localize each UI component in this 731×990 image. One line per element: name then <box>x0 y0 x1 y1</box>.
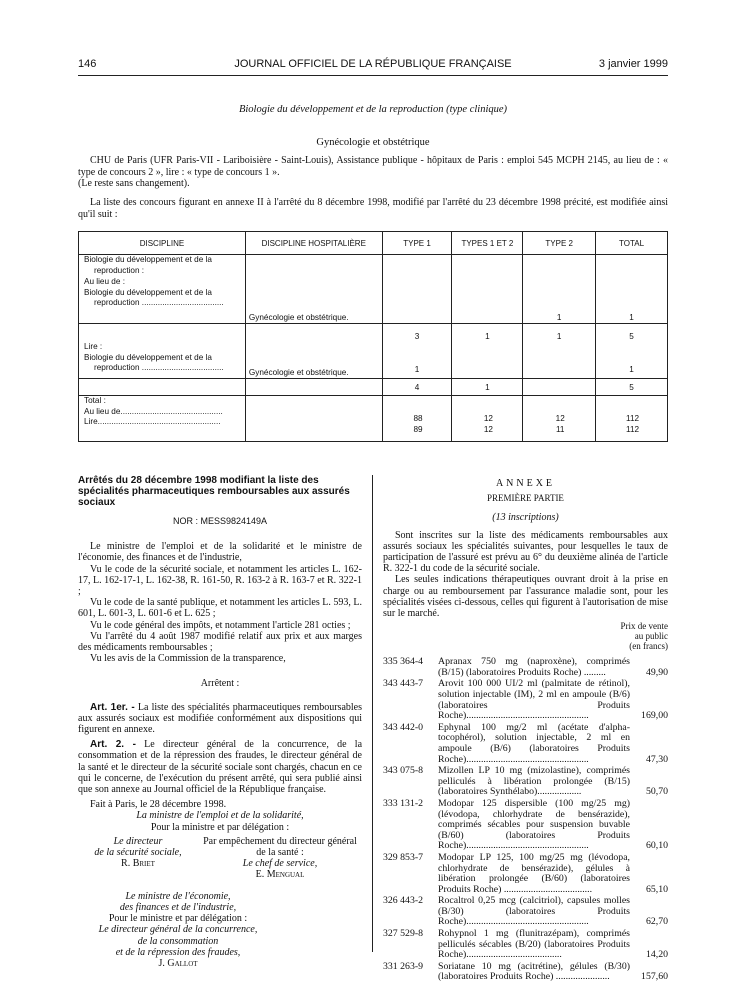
list-item <box>383 799 668 852</box>
decree-title: Arrêtés du 28 décembre 1998 modifiant la liste des spécialités pharmaceutiques remboursables aux assurés sociaux <box>78 475 350 508</box>
medication-price: 62,70 <box>645 916 668 928</box>
cip-code: 326 443-2 <box>383 895 424 907</box>
list-item <box>383 679 668 721</box>
nor-reference: NOR : MESS9824149A <box>172 516 268 526</box>
cell-value: 4 <box>382 379 452 396</box>
cell-discipline <box>79 324 246 379</box>
fait-date: Fait à Paris, le 28 décembre 1998. <box>90 799 227 811</box>
left-column <box>78 475 362 969</box>
journal-title: JOURNAL OFFICIEL DE LA RÉPUBLIQUE FRANÇAISE <box>234 58 512 70</box>
article-2-text: Le directeur général de la concurrence, de la consommation et de la répression des fraudes, le directeur général de la santé et le directeur de la sécurité sociale sont chargés, chacun en ce qui le concerne, de l'exécution du présent arrêté, qui sera publié ainsi que son annexe au Journal officiel de la République française. <box>78 739 363 796</box>
cell-discipline <box>79 396 246 442</box>
cell-text: Total : <box>84 396 106 405</box>
medication-description: Arovit 100 000 UI/2 ml (palmitate de rétinol), solution injectable (IM), 2 ml en ampoule (B/6) (laboratoires Produits Roche).................................................. <box>438 678 630 722</box>
price-header-line: au public <box>634 631 668 642</box>
col-discipline: DISCIPLINE <box>79 232 246 255</box>
col-discipline-hosp: DISCIPLINE HOSPITALIÈRE <box>245 232 382 255</box>
cip-code: 333 131-2 <box>383 797 424 809</box>
list-item <box>383 962 668 983</box>
subsection-title: Gynécologie et obstétrique <box>316 137 430 148</box>
signature-line: Le chef de service, <box>242 858 318 870</box>
visa: Vu les avis de la Commission de la transparence, <box>90 653 286 665</box>
cell-text: Biologie du développement et de la <box>84 287 212 297</box>
list-item <box>383 723 668 765</box>
cell-text: 1 <box>485 332 490 341</box>
cell-text: Biologie du développement et de la <box>84 352 212 362</box>
medication-price: 60,10 <box>645 840 668 852</box>
list-item <box>383 657 668 678</box>
medication-list <box>383 657 668 983</box>
cell-hosp: Gynécologie et obstétrique. <box>245 255 382 324</box>
list-item <box>383 853 668 895</box>
cip-code: 343 442-0 <box>383 721 424 733</box>
cell-empty <box>245 379 382 396</box>
list-item <box>383 929 668 961</box>
table-row <box>79 379 668 396</box>
cell-text: Biologie du développement et de la <box>84 255 212 264</box>
cell-text: 89 <box>413 424 423 434</box>
medication-price: 169,00 <box>641 710 668 722</box>
annexe-title: ANNEXE <box>495 478 556 489</box>
right-column <box>383 478 668 984</box>
cell-empty <box>382 255 452 324</box>
cell-value: 5 <box>596 379 668 396</box>
visa: Vu le code de la sécurité sociale, et notamment les articles L. 162-17, L. 162-17-1, L. 162-38, R. 161-50, R. 163-2 à R. 163-7 et R. 322-1 ; <box>78 563 362 598</box>
para-rest: (Le reste sans changement). <box>78 178 190 189</box>
list-item <box>383 896 668 928</box>
concours-table <box>78 231 668 442</box>
cell-value <box>523 396 596 442</box>
table-row <box>79 255 668 324</box>
signature-line: de la santé : <box>256 847 304 859</box>
signature-line: Le directeur <box>113 835 163 847</box>
cell-text: reproduction .................................... <box>94 363 224 372</box>
cell-text: 1 <box>414 365 420 374</box>
medication-description: Mizollen LP 10 mg (mizolastine), comprimés pelliculés à libération prolongée (B/15) (laboratoires Synthélabo).................. <box>438 765 630 798</box>
visa: Vu l'arrêté du 4 août 1987 modifié relatif aux prix et aux marges des médicaments remboursables ; <box>78 630 362 654</box>
medication-description: Apranax 750 mg (naproxène), comprimés (B/15) (laboratoires Produits Roche) ......... <box>438 656 630 678</box>
cip-code: 335 364-4 <box>383 656 424 668</box>
medication-description: Ephynal 100 mg/2 ml (acétate d'alpha-tocophérol), solution injectable, 2 ml en ampoule (B/6) (laboratoires Produits Roche).................................................. <box>438 721 630 765</box>
page-number: 146 <box>78 58 97 70</box>
signature-name: J. Gallot <box>158 957 198 969</box>
article-1-text: La liste des spécialités pharmaceutiques remboursables aux assurés sociaux est modifiée conformément aux dispositions qui figurent en annexe. <box>78 701 362 736</box>
cell-empty <box>452 255 523 324</box>
article-1-label: Art. 1er. - <box>90 701 135 713</box>
cell-value <box>523 324 596 379</box>
signature-line: Pour le ministre et par délégation : <box>108 913 248 925</box>
signature-block <box>78 891 278 969</box>
list-item <box>383 766 668 798</box>
cell-text: 11 <box>555 424 565 434</box>
cell-empty <box>523 379 596 396</box>
cell-value: 1 <box>452 379 523 396</box>
cip-code: 343 443-7 <box>383 678 424 690</box>
col-type2: TYPE 2 <box>523 232 596 255</box>
medication-price: 50,70 <box>645 786 668 798</box>
article-2-label: Art. 2. - <box>90 739 136 751</box>
para-chu: CHU de Paris (UFR Paris-VII - Lariboisière - Saint-Louis), Assistance publique - hôpitaux de Paris : emploi 545 MCPH 2145, au lieu de : « type de concours 2 », lire : « type de concours 1 ». <box>78 155 668 178</box>
signature-line: de la sécurité sociale, <box>94 847 182 859</box>
cell-text: Au lieu de............................................. <box>84 406 223 416</box>
cell-text: Au lieu de : <box>84 277 125 286</box>
visa: Vu le code général des impôts, et notamment l'article 281 octies ; <box>90 619 351 631</box>
cell-value <box>382 324 452 379</box>
table-row <box>79 396 668 442</box>
cell-value <box>596 324 668 379</box>
issue-date: 3 janvier 1999 <box>598 58 668 70</box>
cell-text: 112 <box>626 414 640 423</box>
signature-name: E. Mengual <box>255 869 305 881</box>
medication-description: Rocaltrol 0,25 mcg (calcitriol), capsules molles (B/30) (laboratoires Produits Roche).................................................. <box>438 895 630 928</box>
table-row <box>79 324 668 379</box>
signature-line: Par empêchement du directeur général <box>203 835 357 847</box>
signature-line: des finances et de l'industrie, <box>119 901 237 913</box>
intro-text <box>78 155 668 190</box>
cell-empty <box>245 396 382 442</box>
cell-value <box>452 396 523 442</box>
header-rule <box>78 75 668 76</box>
medication-price: 49,90 <box>645 666 668 678</box>
cell-text: 5 <box>629 332 634 341</box>
medication-description: Modopar LP 125, 100 mg/25 mg (lévodopa, chlorhydrate de bensérazide), gélules à libération prolongée (B/60) (laboratoires Produits Roche) .................................... <box>438 851 630 895</box>
section-title: Biologie du développement et de la reproduction (type clinique) <box>238 104 508 115</box>
signature-line: Le directeur général de la concurrence, <box>98 924 258 936</box>
price-header-line: Prix de vente <box>620 621 668 632</box>
cell-text: 1 <box>629 365 634 374</box>
annexe-para: Sont inscrites sur la liste des médicaments remboursables aux assurés sociaux les spécialités suivantes, pour lesquelles le taux de participation de l'assuré est prévu au 6° du deuxième alinéa de l'article R. 322-1 du code de la sécurité sociale. <box>383 529 668 575</box>
visa: Vu le code de la santé publique, et notamment les articles L. 593, L. 601, L. 601-3, L. 601-6 et L. 625 ; <box>78 597 362 620</box>
cell-text: Lire...................................................... <box>84 417 221 426</box>
medication-description: Modopar 125 dispersible (100 mg/25 mg) (lévodopa, chlorhydrate de bensérazide), comprimés sécables pour suspension buvable (B/60) (laboratoires Produits Roche).................................................. <box>438 797 630 852</box>
signature-block <box>78 836 198 881</box>
col-types12: TYPES 1 ET 2 <box>452 232 523 255</box>
article-2 <box>78 739 362 795</box>
arretent: Arrêtent : <box>200 678 240 690</box>
article-1 <box>78 702 362 736</box>
cell-text: 3 <box>414 332 420 341</box>
medication-price: 14,20 <box>645 949 668 961</box>
cell-text: 88 <box>413 414 423 423</box>
cell-value: 1 <box>523 255 596 324</box>
medication-description: Soriatane 10 mg (acitrétine), gélules (B/30) (laboratoires Produits Roche) ...................... <box>438 960 630 983</box>
cip-code: 343 075-8 <box>383 765 424 777</box>
col-total: TOTAL <box>596 232 668 255</box>
signatures <box>78 836 362 881</box>
cip-code: 331 263-9 <box>383 960 424 972</box>
cell-hosp: Gynécologie et obstétrique. <box>245 324 382 379</box>
cell-text: 1 <box>556 332 562 341</box>
cell-text: 112 <box>626 424 640 434</box>
price-column-header <box>383 621 668 651</box>
annexe-para: Les seules indications thérapeutiques ouvrant droit à la prise en charge ou au remboursement par l'assurance maladie sont, pour les spécialités visées ci-dessous, celles qui figurent à l'autorisation de mise sur le marché. <box>383 574 668 620</box>
para-liste: La liste des concours figurant en annexe II à l'arrêté du 8 décembre 1998, modifié par l'arrêté du 23 décembre 1998 précité, est modifiée ainsi qu'il suit : <box>78 197 668 220</box>
col-type1: TYPE 1 <box>382 232 452 255</box>
signature-line: Le ministre de l'économie, <box>125 890 231 902</box>
medication-price: 65,10 <box>645 883 668 895</box>
table-header-row <box>79 232 668 255</box>
cell-text: 12 <box>555 414 565 423</box>
cell-value: 1 <box>596 255 668 324</box>
cell-text: Lire : <box>84 342 103 351</box>
delegation: Pour la ministre et par délégation : <box>150 821 290 833</box>
preamble: Le ministre de l'emploi et de la solidarité et le ministre de l'économie, des finances et de l'industrie, <box>78 541 362 564</box>
signature-line: de la consommation <box>137 935 219 947</box>
signature-line: et de la répression des fraudes, <box>115 946 241 958</box>
cip-code: 329 853-7 <box>383 851 424 863</box>
cell-text: reproduction .................................... <box>94 298 224 307</box>
medication-description: Rohypnol 1 mg (flunitrazépam), comprimés pelliculés sécables (B/20) (laboratoires Produits Roche)....................................... <box>438 928 630 961</box>
medication-price: 157,60 <box>641 971 668 983</box>
cell-value <box>452 324 523 379</box>
signatory-minister: La ministre de l'emploi et de la solidarité, <box>136 810 304 822</box>
signature-name: R. Briet <box>121 858 155 870</box>
cip-code: 327 529-8 <box>383 928 424 940</box>
cell-value <box>596 396 668 442</box>
cell-text: reproduction : <box>94 265 145 275</box>
partie-title: PREMIÈRE PARTIE <box>487 493 564 504</box>
intro-text-2 <box>78 197 668 220</box>
signature-block <box>198 836 362 881</box>
column-divider <box>372 475 373 952</box>
medication-price: 47,30 <box>645 753 668 765</box>
cell-text: 12 <box>483 414 493 423</box>
page-header <box>78 58 668 74</box>
cell-value <box>382 396 452 442</box>
price-header-line: (en francs) <box>629 641 668 652</box>
cell-text: 12 <box>483 424 493 434</box>
cell-empty <box>79 379 246 396</box>
cell-discipline <box>79 255 246 324</box>
inscriptions-count: (13 inscriptions) <box>492 512 559 524</box>
